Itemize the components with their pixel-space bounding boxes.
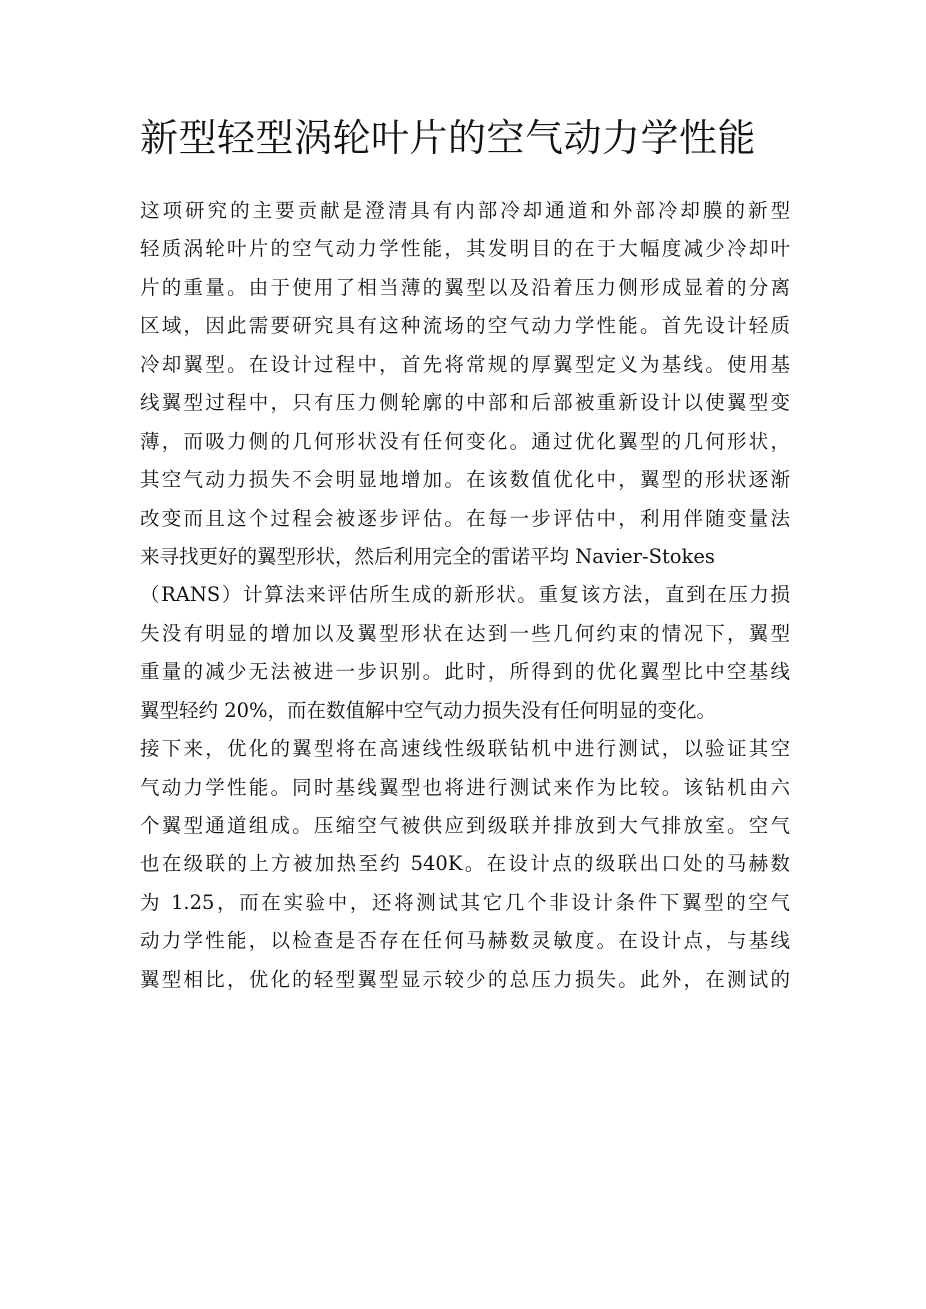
- body-line: （RANS）计算法来评估所生成的新形状。重复该方法，直到在压力损: [140, 583, 790, 607]
- body-line: 区域，因此需要研究具有这种流场的空气动力学性能。首先设计轻质: [140, 314, 790, 338]
- body-line: 失没有明显的增加以及翼型形状在达到一些几何约束的情况下，翼型: [140, 621, 790, 645]
- body-line: 为 1.25，而在实验中，还将测试其它几个非设计条件下翼型的空气: [140, 890, 790, 914]
- document-body: [140, 192, 790, 999]
- body-line: 翼型轻约 20%，而在数值解中空气动力损失没有任何明显的变化。: [140, 698, 717, 722]
- body-line: 其空气动力损失不会明显地增加。在该数值优化中，翼型的形状逐渐: [140, 468, 790, 492]
- body-line: 也在级联的上方被加热至约 540K。在设计点的级联出口处的马赫数: [140, 852, 790, 876]
- body-line: 这项研究的主要贡献是澄清具有内部冷却通道和外部冷却膜的新型: [140, 199, 790, 222]
- document-title: 新型轻型涡轮叶片的空气动力学性能: [140, 116, 757, 160]
- body-line: 来寻找更好的翼型形状，然后利用完全的雷诺平均 Navier-Stokes: [140, 544, 715, 568]
- body-line: 改变而且这个过程会被逐步评估。在每一步评估中，利用伴随变量法: [140, 506, 790, 530]
- body-line: 翼型相比，优化的轻型翼型显示较少的总压力损失。此外，在测试的: [140, 967, 790, 991]
- body-line: 线翼型过程中，只有压力侧轮廓的中部和后部被重新设计以使翼型变: [140, 391, 790, 415]
- body-line: 薄，而吸力侧的几何形状没有任何变化。通过优化翼型的几何形状，: [140, 429, 790, 453]
- body-line: 重量的减少无法被进一步识别。此时，所得到的优化翼型比中空基线: [140, 660, 790, 684]
- body-line: 接下来，优化的翼型将在高速线性级联钻机中进行测试，以验证其空: [140, 737, 790, 761]
- body-line: 动力学性能，以检查是否存在任何马赫数灵敏度。在设计点，与基线: [140, 929, 790, 953]
- body-line: 气动力学性能。同时基线翼型也将进行测试来作为比较。该钻机由六: [140, 775, 790, 799]
- body-line: 冷却翼型。在设计过程中，首先将常规的厚翼型定义为基线。使用基: [140, 352, 790, 376]
- body-line: 个翼型通道组成。压缩空气被供应到级联并排放到大气排放室。空气: [140, 814, 790, 837]
- body-line: 轻质涡轮叶片的空气动力学性能，其发明目的在于大幅度减少冷却叶: [140, 237, 790, 261]
- body-line: 片的重量。由于使用了相当薄的翼型以及沿着压力侧形成显着的分离: [140, 275, 790, 299]
